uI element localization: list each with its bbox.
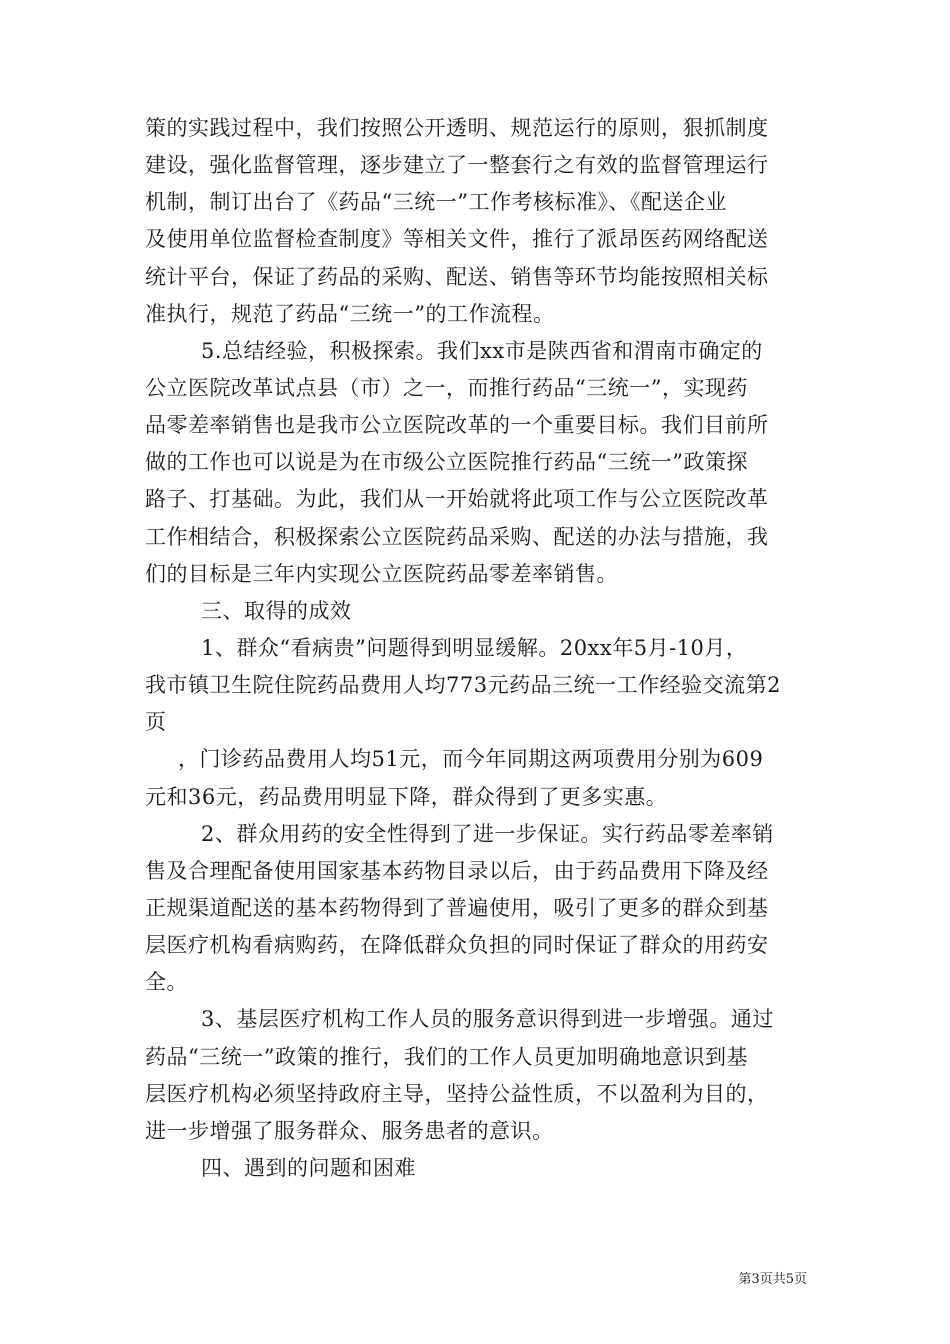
text-line: 统计平台，保证了药品的采购、配送、销售等环节均能按照相关标 [145, 265, 769, 289]
text-line: 元和36元，药品费用明显下降，群众得到了更多实惠。 [145, 785, 668, 809]
page-number-footer: 第3页共5页 [738, 1272, 807, 1287]
paragraph-start-line: 3、基层医疗机构工作人员的服务意识得到进一步增强。通过 [201, 1007, 774, 1031]
text-line: 我市镇卫生院住院药品费用人均773元药品三统一工作经验交流第2 [145, 673, 781, 697]
text-line: 们的目标是三年内实现公立医院药品零差率销售。 [145, 562, 618, 586]
paragraph-start-line: 2、群众用药的安全性得到了进一步保证。实行药品零差率销 [201, 822, 774, 846]
text-line: 层医疗机构看病购药，在降低群众负担的同时保证了群众的用药安 [145, 933, 769, 957]
text-line: 进一步增强了服务群众、服务患者的意识。 [145, 1119, 554, 1143]
text-line: 机制，制订出台了《药品“三统一”工作考核标准》、《配送企业 [145, 190, 727, 214]
paragraph-start-line: ，门诊药品费用人均51元，而今年同期这两项费用分别为609 [178, 747, 764, 771]
paragraph-start-line: 1、群众“看病贵”问题得到明显缓解。20xx年5月-10月， [201, 636, 748, 660]
text-line: 药品“三统一”政策的推行，我们的工作人员更加明确地意识到基 [145, 1045, 748, 1069]
text-line: 售及合理配备使用国家基本药物目录以后，由于药品费用下降及经 [145, 859, 769, 883]
text-line: 工作相结合，积极探索公立医院药品采购、配送的办法与措施，我 [145, 525, 769, 549]
text-line: 页 [145, 710, 167, 734]
text-line: 路子、打基础。为此，我们从一开始就将此项工作与公立医院改革 [145, 487, 769, 511]
text-line: 公立医院改革试点县（市）之一，而推行药品“三统一”，实现药 [145, 376, 748, 400]
text-line: 品零差率销售也是我市公立医院改革的一个重要目标。我们目前所 [145, 413, 769, 437]
text-line: 准执行，规范了药品“三统一”的工作流程。 [145, 302, 555, 326]
paragraph-start-line: 5.总结经验，积极探索。我们xx市是陕西省和渭南市确定的 [201, 339, 763, 363]
text-line: 策的实践过程中，我们按照公开透明、规范运行的原则，狠抓制度 [145, 116, 769, 140]
text-line: 层医疗机构必须坚持政府主导，坚持公益性质，不以盈利为目的， [145, 1082, 769, 1106]
text-line: 正规渠道配送的基本药物得到了普遍使用，吸引了更多的群众到基 [145, 896, 769, 920]
text-line: 及使用单位监督检查制度》等相关文件，推行了派昂医药网络配送 [145, 227, 769, 251]
section-heading: 四、遇到的问题和困难 [201, 1156, 416, 1180]
text-line: 全。 [145, 970, 188, 994]
text-line: 做的工作也可以说是为在市级公立医院推行药品“三统一”政策探 [145, 450, 748, 474]
section-heading: 三、取得的成效 [201, 599, 352, 623]
text-line: 建设，强化监督管理，逐步建立了一整套行之有效的监督管理运行 [145, 153, 769, 177]
